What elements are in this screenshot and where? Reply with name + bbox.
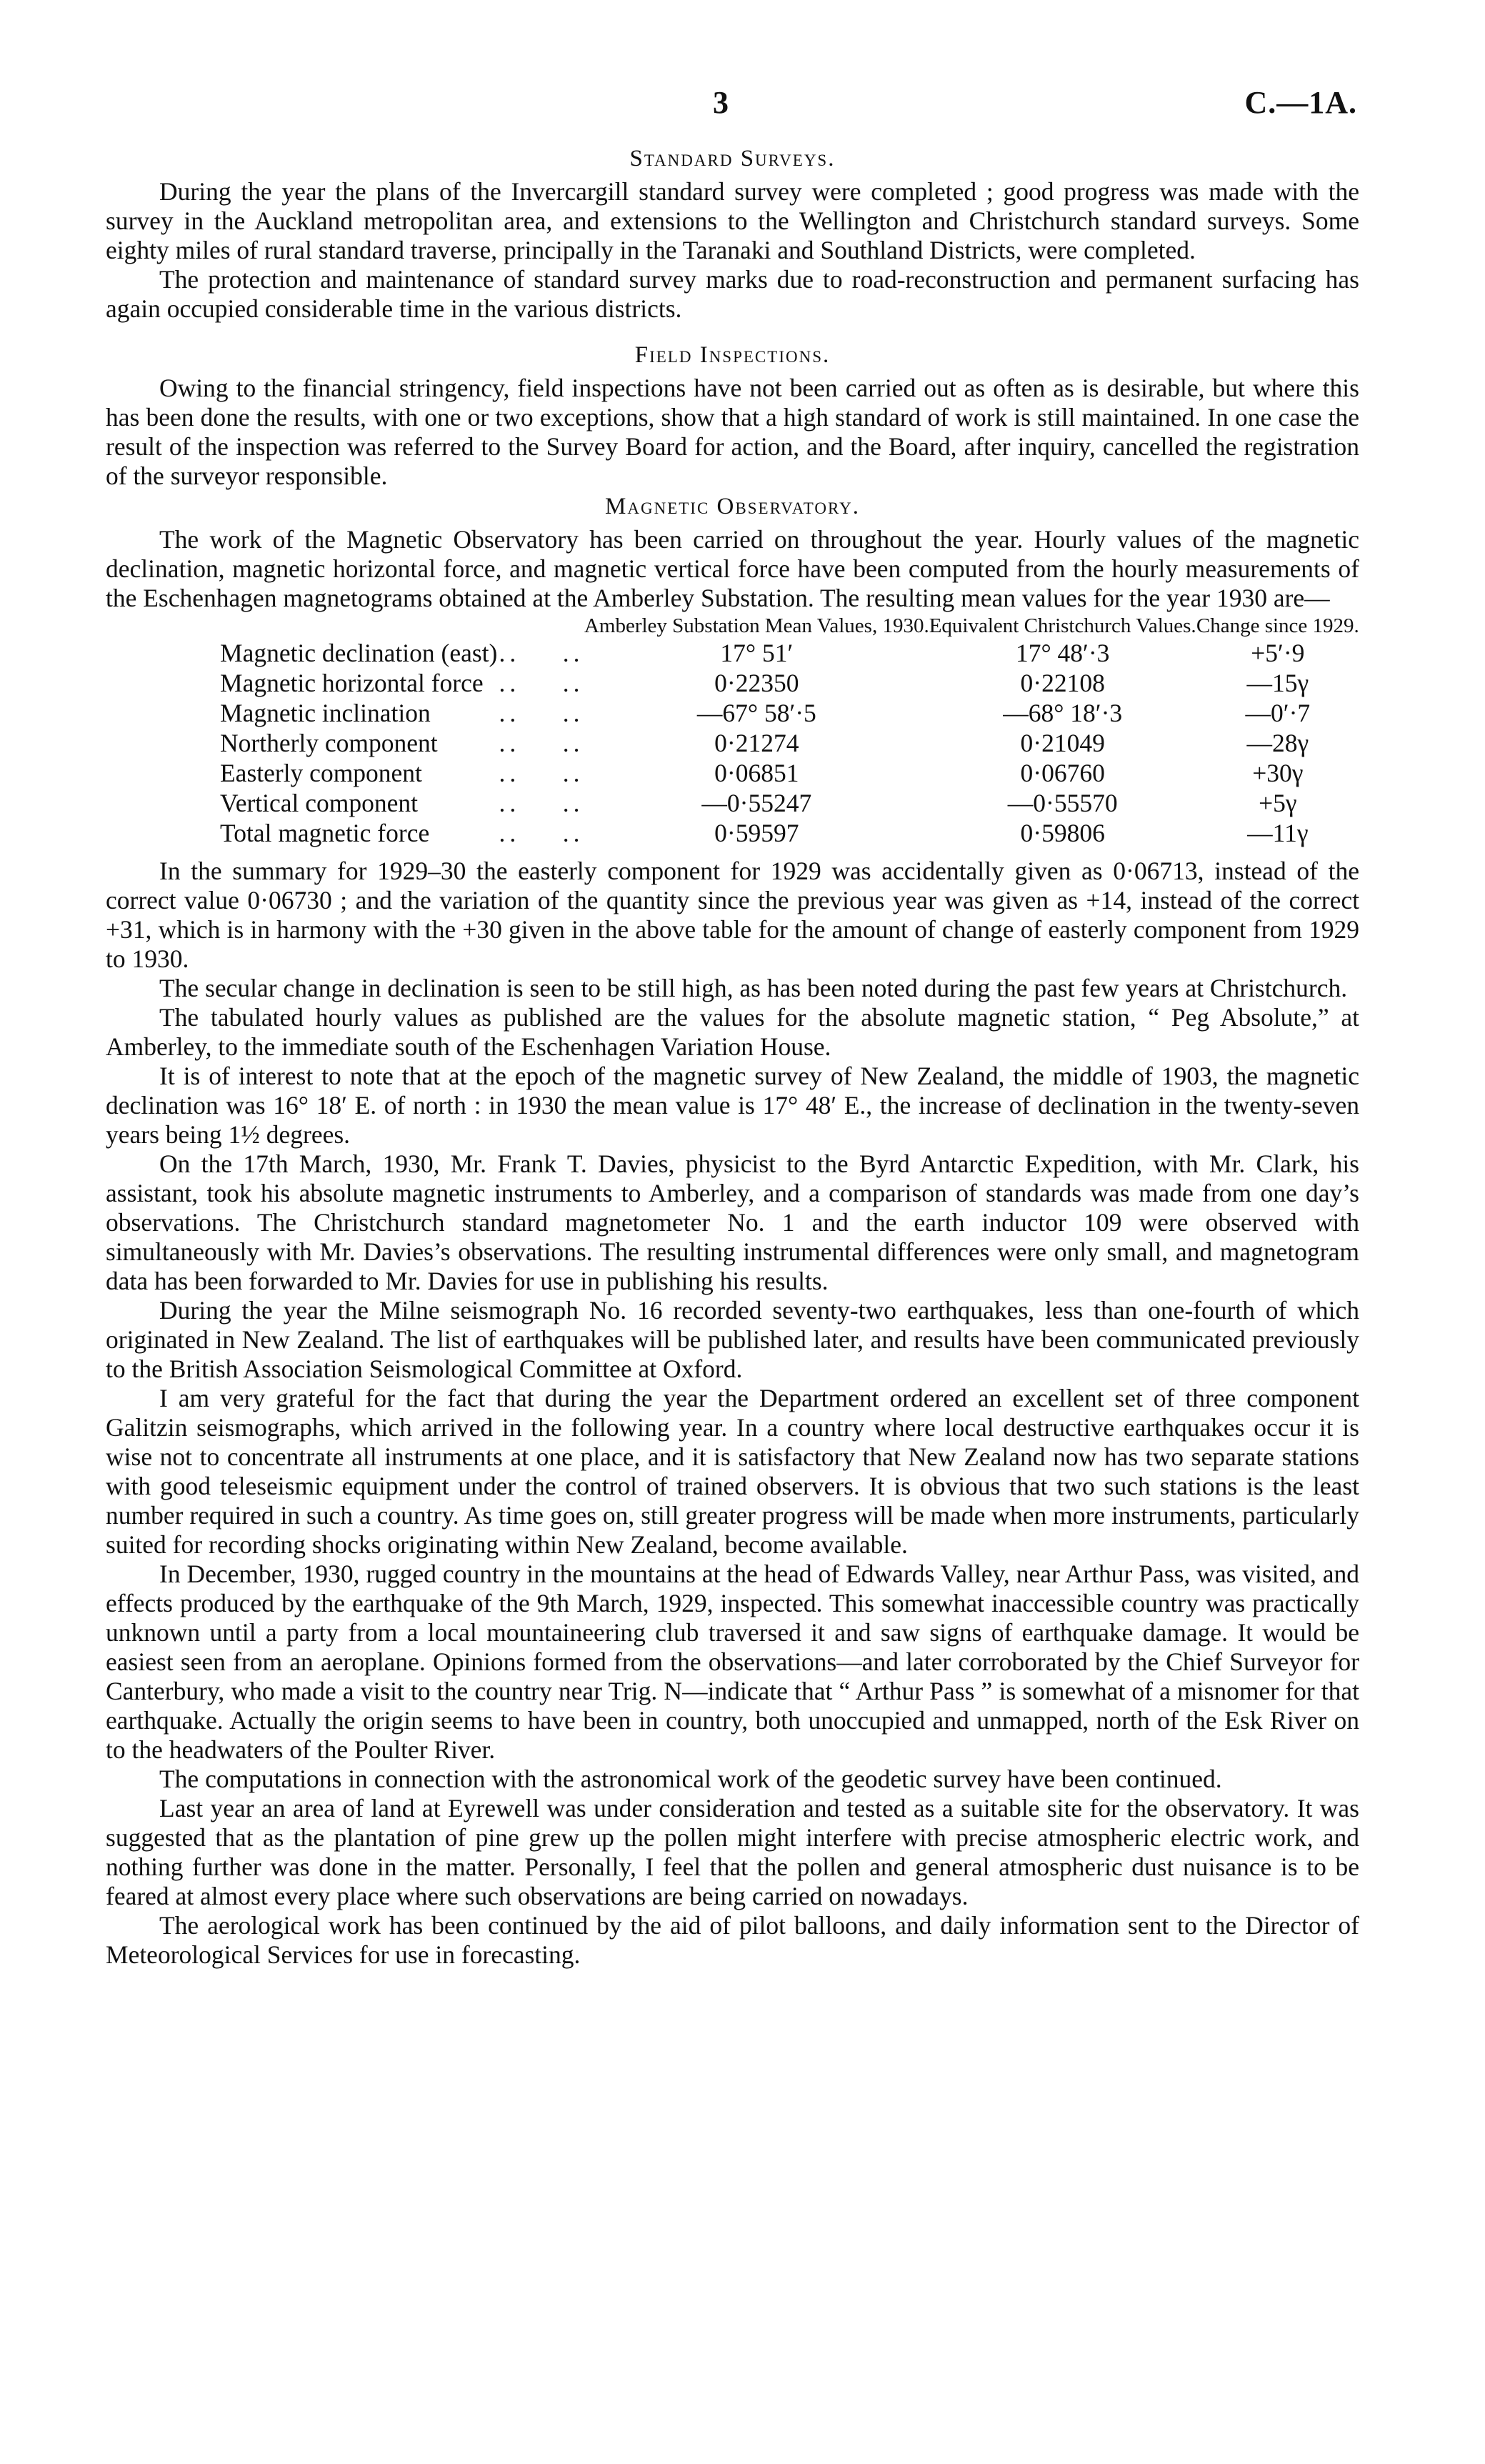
christchurch-value: 17° 48′·3	[1015, 639, 1110, 667]
paragraph: The work of the Magnetic Observatory has been carried on throughout the year. Hourly values of the magnetic declination, magnetic horizontal force, and magnetic vertical force have been computed from the hourly measurements of the Eschenhagen magnetograms obtained at the Amberley Substation. The resulting mean values for the year 1930 are—	[106, 525, 1359, 612]
leader-dots: .. ..	[499, 699, 584, 727]
amberley-value: —67° 58′·5	[696, 699, 816, 727]
amberley-value: 0·06851	[714, 759, 799, 787]
christchurch-value: 0·06760	[1020, 759, 1105, 787]
column-header-change: Change since 1929.	[1196, 614, 1359, 637]
paragraph: It is of interest to note that at the epoch of the magnetic survey of New Zealand, the middle of 1903, the magnetic declination was 16° 18′ E. of north : in 1930 the mean value is 17° 48′ E., the increase of declination in the twenty-seven years being 1½ degrees.	[106, 1062, 1359, 1149]
table-row	[106, 638, 1359, 668]
leader-dots: .. ..	[499, 819, 584, 847]
element-name: Magnetic declination (east)	[220, 638, 498, 667]
change-value: +5γ	[1259, 789, 1297, 817]
christchurch-value: 0·21049	[1020, 729, 1105, 757]
change-value: —15γ	[1246, 669, 1309, 697]
section-heading: Magnetic Observatory.	[605, 494, 860, 519]
magnetic-values-table	[106, 614, 1359, 848]
element-name: Total magnetic force	[220, 818, 430, 847]
paragraph: Owing to the financial stringency, field inspections have not been carried out as often as is desirable, but where this has been done the results, with one or two exceptions, show that a high standard of work is still maintained. In one case the result of the inspection was referred to the Survey Board for action, and the Board, after inquiry, cancelled the registration of the surveyor responsible.	[106, 374, 1359, 490]
paragraph: The protection and maintenance of standard survey marks due to road-reconstruction and permanent surfacing has again occupied considerable time in the various districts.	[106, 265, 1359, 323]
table-row	[106, 818, 1359, 848]
page-body	[106, 143, 1359, 1970]
paragraph: During the year the Milne seismograph No. 16 recorded seventy-two earthquakes, less than one-fourth of which originated in New Zealand. The list of earthquakes will be published later, and results have been communicated previously to the British Association Seismological Committee at Oxford.	[106, 1296, 1359, 1383]
leader-dots: .. ..	[499, 759, 584, 787]
element-name: Northerly component	[220, 728, 438, 757]
paragraph: The tabulated hourly values as published are the values for the absolute magnetic station, “ Peg Absolute,” at Amberley, to the immediate south of the Eschenhagen Variation House.	[106, 1003, 1359, 1061]
table-row	[106, 668, 1359, 698]
table-header-row	[106, 614, 1359, 638]
amberley-value: 0·21274	[714, 729, 799, 757]
christchurch-value: —68° 18′·3	[1003, 699, 1123, 727]
amberley-value: 0·59597	[714, 819, 799, 847]
christchurch-value: —0·55570	[1007, 789, 1118, 817]
change-value: +30γ	[1252, 759, 1304, 787]
change-value: —0′·7	[1245, 699, 1311, 727]
element-name: Magnetic horizontal force	[220, 668, 484, 697]
section-standard-surveys	[106, 143, 1359, 324]
leader-dots: .. ..	[499, 639, 584, 667]
change-value: +5′·9	[1251, 639, 1305, 667]
amberley-value: —0·55247	[701, 789, 812, 817]
amberley-value: 17° 51′	[720, 639, 794, 667]
document-code: C.—1A.	[1244, 85, 1357, 120]
paragraph: Last year an area of land at Eyrewell was under consideration and tested as a suitable site for the observatory. It was suggested that as the plantation of pine grew up the pollen might interfere with precise atmospheric electric work, and nothing further was done in the matter. Personally, I feel that the pollen and general atmospheric dust nuisance is to be feared at almost every place where such observations are being carried on nowadays.	[106, 1794, 1359, 1910]
element-name: Easterly component	[220, 758, 422, 787]
page-header	[107, 84, 1357, 127]
paragraph: The aerological work has been continued by the aid of pilot balloons, and daily information sent to the Director of Meteorological Services for use in forecasting.	[106, 1911, 1359, 1969]
table-row	[106, 728, 1359, 758]
christchurch-value: 0·22108	[1020, 669, 1105, 697]
amberley-value: 0·22350	[714, 669, 799, 697]
christchurch-value: 0·59806	[1020, 819, 1105, 847]
section-field-inspections	[106, 339, 1359, 491]
paragraph: On the 17th March, 1930, Mr. Frank T. Davies, physicist to the Byrd Antarctic Expedition, with Mr. Clark, his assistant, took his absolute magnetic instruments to Amberley, and a comparison of standards was made from one day’s observations. The Christchurch standard magnetometer No. 1 and the earth inductor 109 were observed with simultaneously with Mr. Davies’s observations. The resulting instrumental differences were only small, and magnetogram data has been forwarded to Mr. Davies for use in publishing his results.	[106, 1149, 1359, 1295]
paragraph: The computations in connection with the astronomical work of the geodetic survey have been continued.	[159, 1765, 1222, 1793]
table-row	[106, 758, 1359, 788]
element-name: Vertical component	[220, 788, 418, 817]
column-header-christchurch: Equivalent Christchurch Values.	[929, 614, 1196, 637]
table-row	[106, 788, 1359, 818]
paragraph: In the summary for 1929–30 the easterly component for 1929 was accidentally given as 0·06713, instead of the correct value 0·06730 ; and the variation of the quantity since the previous year was given as +14, instead of the correct +31, which is in harmony with the +30 given in the above table for the amount of change of easterly component from 1929 to 1930.	[106, 857, 1359, 973]
column-header-amberley: Amberley Substation Mean Values, 1930.	[584, 614, 929, 637]
section-heading: Standard Surveys.	[629, 146, 836, 171]
section-heading: Field Inspections.	[634, 342, 831, 368]
page-number: 3	[713, 85, 729, 120]
paragraph: In December, 1930, rugged country in the mountains at the head of Edwards Valley, near Arthur Pass, was visited, and effects produced by the earthquake of the 9th March, 1929, inspected. This somewhat inaccessible country was practically unknown until a party from a local mountaineering club traversed it and saw signs of earthquake damage. It would be easiest seen from an aeroplane. Opinions formed from the observations—and later corroborated by the Chief Surveyor for Canterbury, who made a visit to the country near Trig. N—indicate that “ Arthur Pass ” is somewhat of a misnomer for that earthquake. Actually the origin seems to have been in country, both unoccupied and unmapped, north of the Esk River on to the headwaters of the Poulter River.	[106, 1560, 1359, 1764]
paragraph: I am very grateful for the fact that during the year the Department ordered an excellent set of three component Galitzin seismographs, which arrived in the following year. In a country where local destructive earthquakes occur it is wise not to concentrate all instruments at one place, and it is satisfactory that New Zealand now has two separate stations with good teleseismic equipment under the control of trained observers. It is obvious that two such stations is the least number required in such a country. As time goes on, still greater progress will be made when more instruments, particularly suited for recording shocks originating within New Zealand, become available.	[106, 1384, 1359, 1559]
paragraph: During the year the plans of the Invercargill standard survey were completed ; good progress was made with the survey in the Auckland metropolitan area, and extensions to the Wellington and Christchurch standard surveys. Some eighty miles of rural standard traverse, principally in the Taranaki and Southland Districts, were completed.	[106, 177, 1359, 264]
change-value: —28γ	[1246, 729, 1309, 757]
leader-dots: .. ..	[499, 789, 584, 817]
paragraph: The secular change in declination is seen to be still high, as has been noted during the past few years at Christchurch.	[159, 974, 1348, 1002]
element-name: Magnetic inclination	[220, 698, 431, 727]
table-row	[106, 698, 1359, 728]
change-value: —11γ	[1247, 819, 1309, 847]
leader-dots: .. ..	[499, 729, 584, 757]
leader-dots: .. ..	[499, 669, 584, 697]
section-magnetic-observatory	[106, 491, 1359, 1970]
